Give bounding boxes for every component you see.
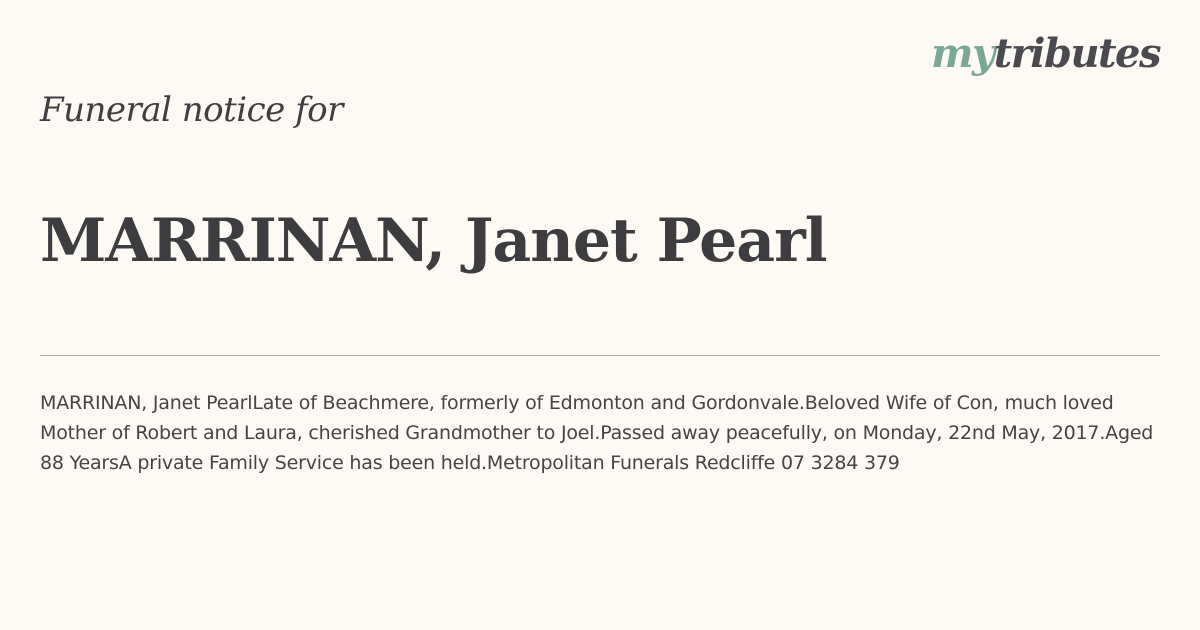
notice-subtitle: Funeral notice for [40,90,343,130]
notice-body-text: MARRINAN, Janet PearlLate of Beachmere, formerly of Edmonton and Gordonvale.Beloved Wife of Con, much loved Mother of Robert and Laura, cherished Grandmother to Joel.Passed away peacefully, on Monday, 22nd May, 2017.Aged 88 YearsA private Family Service has been held.Metropolitan Funerals Redcliffe 07 3284 379 [40,392,1154,474]
divider [40,355,1160,356]
logo-my-part: my [931,30,994,77]
deceased-name: MARRINAN, Janet Pearl [40,206,827,276]
mytributes-logo[interactable] [931,30,1160,77]
logo-tributes-part: tributes [993,30,1160,77]
